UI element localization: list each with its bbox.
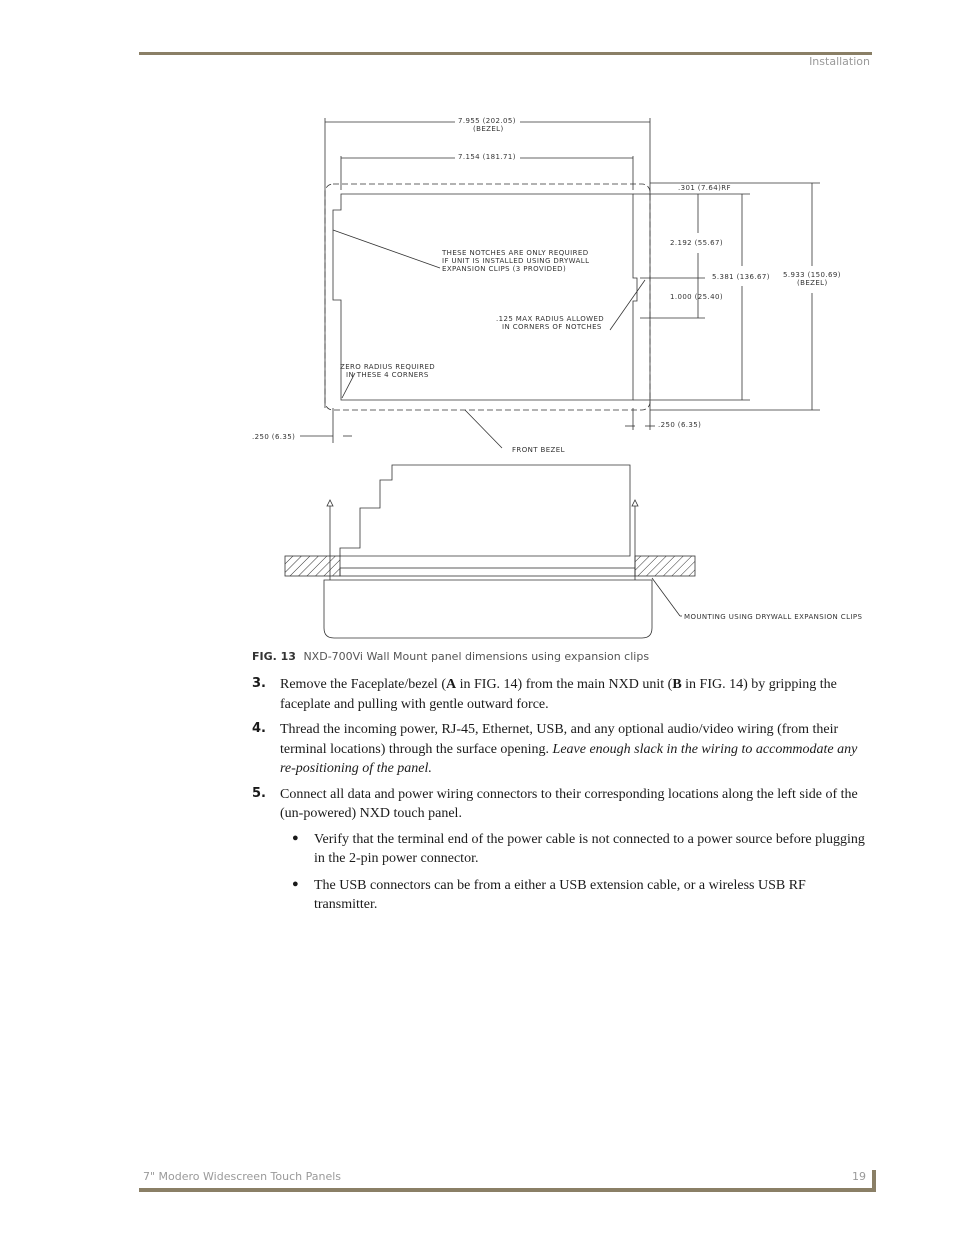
step-number: 4. xyxy=(252,721,266,736)
radius-note-1: .125 MAX RADIUS ALLOWED xyxy=(496,315,605,323)
step-text xyxy=(280,675,872,714)
notch-bottom-label: 1.000 (25.40) xyxy=(670,293,723,301)
step-text-part: in FIG. 14) from the main NXD unit ( xyxy=(456,677,673,692)
bezel-height-label: 5.933 (150.69) xyxy=(783,271,841,279)
bezel-note-label: (BEZEL) xyxy=(473,125,504,133)
step-text-part: Thread the incoming power, RJ-45, Ethernet, USB, and any optional audio/video wiring (from their terminal locations) through the surface opening. xyxy=(280,722,839,757)
header-rule xyxy=(139,52,872,55)
footer-bar xyxy=(872,1170,876,1192)
step-number: 5. xyxy=(252,785,266,801)
section-title: Installation xyxy=(809,55,870,68)
bullet-icon: ● xyxy=(292,831,299,844)
step-text-part: in FIG. 14) by gripping the faceplate and pulling with gentle outward force. xyxy=(280,677,837,712)
bezel-width-label: 7.955 (202.05) xyxy=(458,117,516,125)
bullet-icon: ● xyxy=(292,877,299,890)
notches-note-2: IF UNIT IS INSTALLED USING DRYWALL xyxy=(442,257,590,265)
figure-caption xyxy=(252,650,649,663)
bezel-height-note: (BEZEL) xyxy=(797,279,828,287)
right-margin-label: .250 (6.35) xyxy=(658,421,702,429)
notches-note-3: EXPANSION CLIPS (3 PROVIDED) xyxy=(442,265,567,273)
zero-radius-1: ZERO RADIUS REQUIRED xyxy=(340,363,436,371)
step-text-bold: A xyxy=(445,677,457,692)
step-text xyxy=(280,785,872,824)
step-number: 3. xyxy=(252,676,266,691)
step-text-part: Connect all data and power wiring connectors to their corresponding locations along the left side of the (un-powered) NXD touch panel. xyxy=(280,786,858,821)
step-text-italic: Leave enough slack in the wiring to accommodate any re-positioning of the panel. xyxy=(280,741,858,776)
left-margin-label: .250 (6.35) xyxy=(252,433,296,441)
bullet-text: Verify that the terminal end of the power cable is not connected to a power source before plugging in the 2-pin power connector. xyxy=(314,831,865,866)
step-4 xyxy=(252,720,872,779)
cutout-height-label: 5.381 (136.67) xyxy=(712,273,770,281)
rf-label: .301 (7.64)RF xyxy=(678,184,731,192)
mounting-label: MOUNTING USING DRYWALL EXPANSION CLIPS xyxy=(684,613,863,621)
step-text-part: Remove the Faceplate/bezel ( xyxy=(280,677,446,692)
bullet-text: The USB connectors can be from a either a USB extension cable, or a wireless USB RF transmitter. xyxy=(314,877,806,912)
step-3 xyxy=(252,675,872,714)
page-number: 19 xyxy=(852,1170,866,1183)
zero-radius-2: IN THESE 4 CORNERS xyxy=(346,371,429,379)
step-text xyxy=(280,720,872,779)
footer-rule xyxy=(139,1188,872,1192)
notches-note-1: THESE NOTCHES ARE ONLY REQUIRED xyxy=(442,249,589,257)
instruction-steps xyxy=(252,675,872,922)
bullet-item xyxy=(292,876,872,915)
footer-title: 7" Modero Widescreen Touch Panels xyxy=(143,1170,342,1183)
cutout-width-label: 7.154 (181.71) xyxy=(458,153,516,161)
radius-note-2: IN CORNERS OF NOTCHES xyxy=(502,323,602,331)
step-text-bold: B xyxy=(672,677,682,692)
dimension-drawing xyxy=(240,108,880,648)
step-5 xyxy=(252,785,872,824)
notch-top-label: 2.192 (55.67) xyxy=(670,239,723,247)
figure-caption-text: NXD-700Vi Wall Mount panel dimensions using expansion clips xyxy=(303,650,650,663)
figure-number: FIG. 13 xyxy=(252,650,296,663)
front-bezel-label: FRONT BEZEL xyxy=(512,446,565,454)
bullet-item xyxy=(292,830,872,869)
bullet-list xyxy=(292,830,872,915)
